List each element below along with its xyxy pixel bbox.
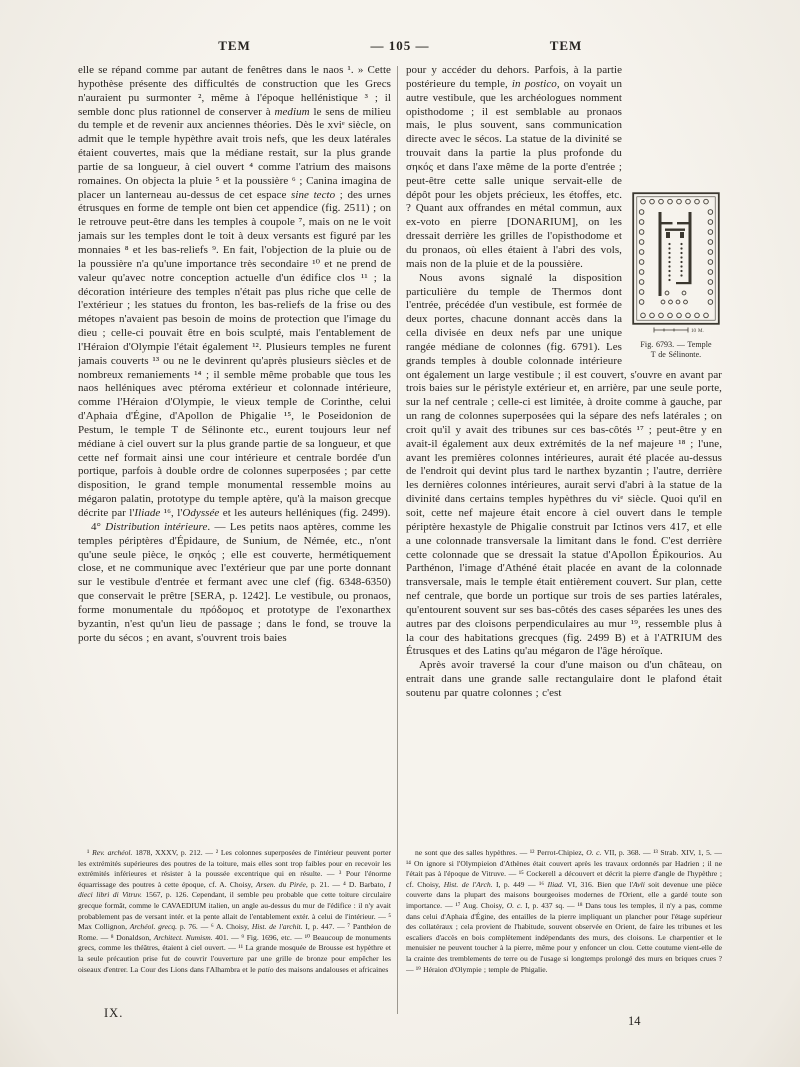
column-divider-rule xyxy=(397,66,398,1014)
temple-plan-drawing xyxy=(632,192,720,334)
sheet-signature-number: 14 xyxy=(628,1014,641,1028)
footnotes-right xyxy=(406,848,722,1020)
right-column-text xyxy=(406,64,722,701)
footnote-block: ¹ Rev. archéol. 1878, XXXV, p. 212. — ² Les colonnes superposées de l'intérieur peuvent porter les extrémités supérieures des poutres de la toiture, mais elles sont trop faibles pour en recevoir les extrémités inférieures et résister à la poussée excentrique qui en résulte. — ³ Pour l'énorme équarrissage des poutres à cette époque, cf. A. Choisy, Arsen. du Pirée, p. 21. — ⁴ D. Barbato, I dieci libri di Vitruv. 1567, p. 126. Cependant, il semble peu probable que cette toiture circulaire grecque formât, comme le CAVAEDIUM italien, un angle au-dessus du mur de l'édifice : il n'y avait probablement pas de versant intér. et la pente allait de l'entablement extér. à celui de l'intérieur. — ⁵ Max Collignon, Archéol. grecq. p. 76. — ⁶ A. Choisy, Hist. de l'archit. I, p. 447. — ⁷ Panthéon de Rome. — ⁸ Donaldson, Architect. Numism. 401. — ⁹ Fig. 1696, etc. — ¹⁰ Beaucoup de monuments grecs, comme les théâtres, étaient à ciel ouvert. — ¹¹ La grande mosquée de Brousse est hypèthre et la seule précaution prise fut de couvrir l'ouverture par une grille de bronze pour empêcher les oiseaux d'entrer. La Cour des Lions dans l'Alhambra et le patio des maisons andalouses et africaines xyxy=(78,848,391,974)
volume-signature: IX. xyxy=(104,1006,124,1020)
paragraph: 4° Distribution intérieure. — Les petits naos aptères, comme les temples périptères d'Épidaure, de Sunium, de Némée, etc., n'ont qu'une seule pièce, le σηκός ; elle est couverte, hermétiquement close, et ne communique avec l'extérieur que par une porte donnant sur le vestibule d'entrée et fermant avec une clef (fig. 6348-6350) que conservait le prêtre [SERA, p. 1242]. Le vestibule, ou pronaos, forme monumentale du πρόδομος et prototype de l'exonarthex byzantin, n'est qu'un lieu de passage ; dans le fond, se trouve la porte du sécos ; en avant, s'ouvrent trois baies xyxy=(78,520,391,644)
footnotes-left xyxy=(78,848,391,1010)
left-column-text xyxy=(78,64,391,645)
paragraph: Après avoir traversé la cour d'une maison ou d'un château, on entrait dans une grande salle rectangulaire dont le plafond était soutenu par quatre colonnes ; c'est xyxy=(406,659,722,699)
paragraph: elle se répand comme par autant de fenêtres dans le naos ¹. » Cette hypothèse présente des difficultés de construction que les Grecs n'auraient pu surmonter ², même à l'époque hellénistique ³ ; il semble donc plus rationnel de conserver à medium le sens de milieu du temple et de revenir aux anciennes théories. Dès le xviᵉ siècle, on admit que le temple hypèthre avait trois nefs, que les deux latérales étaient couvertes, mais que la médiane restait, sur la plus grande partie de sa longueur, à ciel ouvert ⁴ comme l'atrium des maisons romaines. On objecta la pluie ⁵ et la poussière ⁶ ; Canina imagina de placer un lanterneau au-dessus de cet espace sine tecto ; des urnes étrusques en forme de temple ont bien cet appendice (fig. 2511) ; on le retrouve peut-être dans les temples à coupole ⁷, mais on ne le voit jamais sur les temples dont le toit à deux versants est figuré par les monnaies ⁸ et les bas-reliefs ⁹. En fait, l'objection de la pluie ou de la poussière n'a qu'une importance très secondaire ¹⁰ et ne prend de valeur qu'avec notre conception actuelle d'un édifice clos ¹¹ ; la décoration intérieure des temples n'était pas plus riche que celle de l'extérieur ; les statues du fronton, les bas-reliefs de la frise ou des métopes n'avaient pas besoin de moins de protection que l'image du dieu ; celle-ci pouvait être en bois sculpté, mais l'entablement de l'Héraion d'Olympie l'était également ¹². Plusieurs temples ne furent jamais couverts ¹³ ou ne le devinrent qu'après plusieurs siècles et de nombreux remaniements ¹⁴ ; il semble même probable que tous les naos helléniques avec ptéroma extérieur et colonnade intérieure, comme l'Héraion d'Olympie, le vieux temple de Corinthe, celui d'Aphaia d'Égine, d'Apollon de Phigalie ¹⁵, le Poseidonion de Pestum, le temple T de Sélinonte etc., eurent toujours leur nef médiane à ciel ouvert sur la plus grande partie de sa longueur, et que cette nef formait ainsi une cour intérieure et centrale bordée d'un portique, parfois à double ordre de colonnes superposées ; par cette disposition, le grand temple monumental ressemble moins au mégaron palatin, prototype du temple aptère, qu'à la maison grecque décrite par l'Iliade ¹⁶, l'Odyssée et les auteurs helléniques (fig. 2499). xyxy=(78,64,391,519)
running-head-right: TEM xyxy=(549,38,583,53)
paragraph: pour y accéder du dehors. Parfois, à la partie postérieure du temple, in postico, on voyait un autre vestibule, que les archéologues nomment opisthodome ; il est semblable au pronaos mais, le plus souvent, sans communication directe avec le sécos. La statue de la divinité se trouvait dans la partie la plus profonde du σηκός et dans l'axe même de la porte d'entrée ; peut-être cette salle unique servait-elle de dépôt pour les objets précieux, les étoffes, etc. ? Quant aux offrandes en métal commun, aux ex-voto en pierre [DONARIUM], on les dressait derrière les grilles de l'opisthodome et du pronaos, où elles étaient à l'abri des vols, mais non de la pluie et de la poussière. xyxy=(406,64,622,270)
paragraph: Nous avons signalé la disposition particulière du temple de Thermos dont l'entrée, précédée d'un vestibule, est formée de deux portes, chacune donnant accès dans la cella divisée en deux nefs par une unique rangée médiane de colonnes (fig. 6791). Les grands temples à double colonnade intérieure ont également un large vestibule ; il est couvert, s'ouvre en avant par trois baies sur le péristyle extérieur et, en arrière, par une seule porte, sur la nef centrale ; celle-ci est limitée, à droite comme à gauche, par un rang de colonnes superposées qui la sépare des nefs latérales ; on croit qu'il y avait des tribunes sur ces bas-côtés ¹⁷ ; peut-être y en avait-il également aux deux extrémités de la nef majeure ¹⁸ ; l'une, avant les premières colonnes intérieures, aurait été placée au-dessus de l'endroit qui devint plus tard le narthex byzantin ; l'autre, derrière les dernières colonnes intérieures, aurait servi d'abri à la statue de la divinité dans certains temples hypèthres du viᵉ siècle. Quoi qu'il en soit, cette nef majeure était encore à ciel ouvert dans le temple périptère hexastyle de Phigalie construit par Ictinos vers 417, et elle a une colonnade transversale la limitant dans le fond. C'est derrière cette colonnade que se dressait la statue d'Apollon Épikourios. Au Parthénon, l'image d'Athéné était placée en avant de la colonnade transversale, mais le temple était entièrement couvert. Sur plan, cette nef centrale, que borde un portique sur trois de ses parties latérales, qu'entourent souvent sur ses bas-côtés des cases séparées les unes des autres par des cloisons perpendiculaires au mur ¹⁹, ressemble plus à la cour des habitations grecques (fig. 2499 B) et à l'ATRIUM des Étrusques et des Latins qu'au mégaron de l'âge héroïque. xyxy=(406,271,722,658)
figure-scale-label: 10 M. xyxy=(691,329,704,334)
running-head-left: TEM xyxy=(218,38,251,53)
left-column xyxy=(78,64,391,846)
page-number-header: — 105 — xyxy=(370,38,430,53)
footnote-block: ne sont que des salles hypèthres. — ¹² Perrot-Chipiez, O. c. VII, p. 368. — ¹³ Strab. XIV, 1, 5. — ¹⁴ On ignore si l'Olympieion d'Athènes était couvert après les travaux ordonnés par Hadrien ; il ne l'était pas à l'époque de Vitruve. — ¹⁵ Cockerell a découvert et décrit la pierre d'angle de l'hypèthre ; cf. Choisy, Hist. de l'Arch. I, p. 449 — ¹⁶ Iliad. VI, 316. Bien que l'Avli soit devenue une pièce couverte dans la plupart des maisons bourgeoises modernes de l'Orient, elle a gardé toute son importance. — ¹⁷ Aug. Choisy, O. c. I, p. 437 sq. — ¹⁸ Dans tous les temples, il n'y a pas, comme dans celui d'Aphaia d'Égine, des entailles de la pierre impliquant un plancher pour l'étage supérieur des collatéraux ; cela provient de l'habitude, souvent observée en Orient, de faire les tribunes et les escaliers d'accès en bois complètement indépendants des murs, des cloisons. Le charpentier et le menuisier ne peuvent toucher à la pierre, même pour y enfoncer un clou. Cette coutume vient-elle de la crainte des tremblements de terre ou de l'usage si longtemps prolongé des murs en briques crues ? — ¹⁹ Héraion d'Olympie ; temple de Phigalie. xyxy=(406,848,722,974)
right-column xyxy=(406,64,722,846)
figure-caption: Fig. 6793. — Temple T de Sélinonte. xyxy=(640,340,712,359)
temple-plan-figure xyxy=(630,192,722,360)
